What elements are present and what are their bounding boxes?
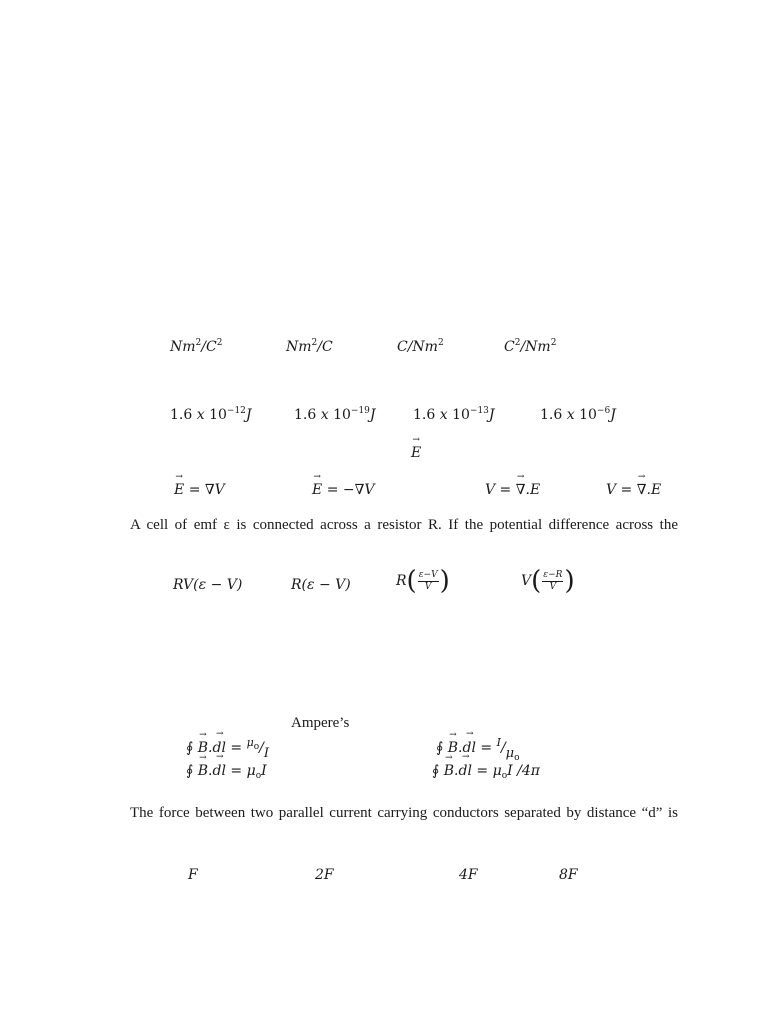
- option-units-c: C/Nm$^2$: [397, 338, 444, 355]
- option-emf-b: R(ε − V): [291, 577, 351, 593]
- option-emf-c: R ( $\frac{\varepsilon-V}{V}$ ): [396, 566, 450, 596]
- option-units-b: Nm$^2$/C: [286, 338, 333, 355]
- question-emf-text: A cell of emf ε is connected across a resistor R. If the potential difference across the: [130, 517, 678, 533]
- electric-field-symbol: → E: [411, 445, 421, 461]
- option-ampere-c: ∮ → B.→ dl = $\mu_oI$: [186, 763, 267, 781]
- option-emf-d: V ( $\frac{\varepsilon-R}{V}$ ): [521, 566, 575, 596]
- option-units-d: $C^2/Nm^2$: [504, 338, 557, 355]
- option-field-a: → E = ∇V: [174, 482, 225, 498]
- option-ampere-d: ∮ → B.→ dl = $\mu_oI$ /4π: [432, 763, 540, 781]
- question-force-text: The force between two parallel current carrying conductors separated by distance “d” is: [130, 805, 678, 821]
- option-force-d: 8F: [559, 867, 578, 883]
- option-field-b: → E = −∇V: [312, 482, 374, 498]
- option-force-c: 4F: [459, 867, 478, 883]
- ampere-stem: Ampere’s: [291, 715, 350, 731]
- option-energy-c: 1.6 x $10^{-13}J$: [413, 406, 495, 423]
- option-units-a: $Nm^2/C^2$: [170, 338, 223, 355]
- option-field-d: V = → ∇.E: [606, 482, 661, 498]
- option-ampere-a: ∮ → B.→ dl = $^{\mu_o}$/I: [186, 736, 269, 761]
- option-field-c: V = → ∇.E: [485, 482, 540, 498]
- option-force-a: F: [188, 867, 198, 883]
- option-energy-a: 1.6 x $10^{-12}J$: [170, 406, 252, 423]
- option-ampere-b: ∮ → B.→ dl = $^I/\mu_o$: [436, 736, 520, 763]
- option-energy-d: 1.6 x $10^{-6}J$: [540, 406, 616, 423]
- option-energy-b: 1.6 x $10^{-19}J$: [294, 406, 376, 423]
- option-force-b: 2F: [315, 867, 334, 883]
- option-emf-a: RV(ε − V): [173, 577, 243, 593]
